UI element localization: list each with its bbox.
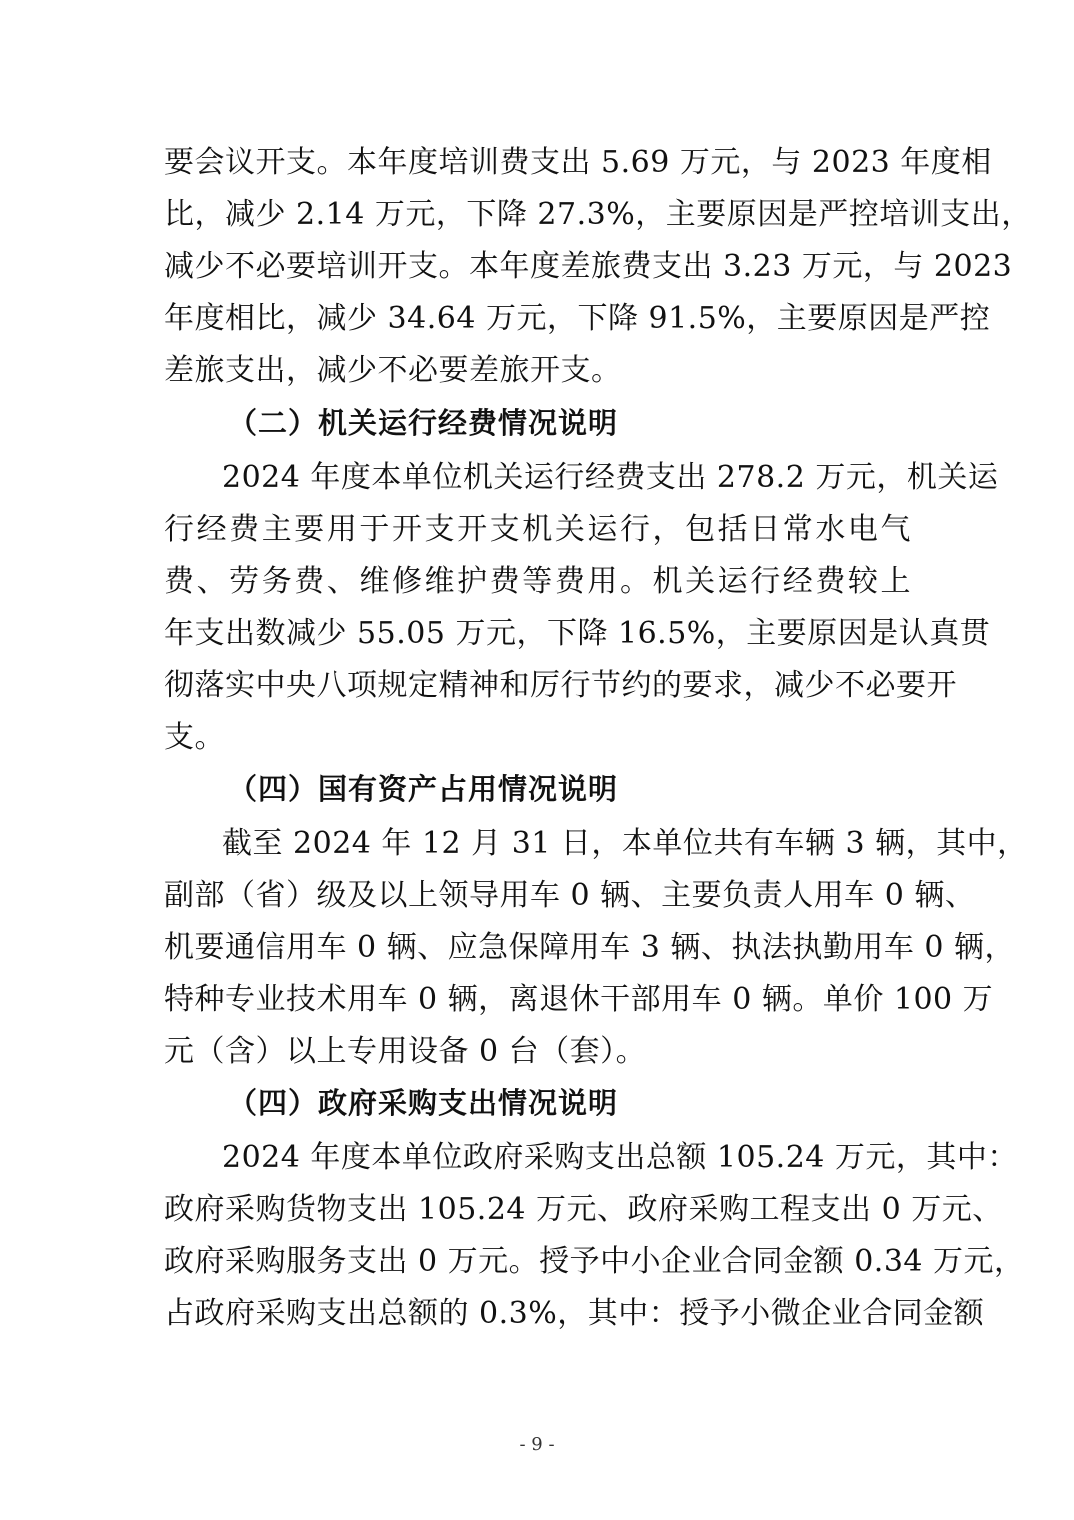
text-line: 元（含）以上专用设备 0 台（套）。: [164, 1034, 647, 1069]
text-line: 年支出数减少 55.05 万元，下降 16.5%，主要原因是认真贯: [164, 616, 991, 651]
text-line: 机要通信用车 0 辆、应急保障用车 3 辆、执法执勤用车 0 辆，: [164, 930, 1015, 965]
section-heading: （四）国有资产占用情况说明: [228, 772, 619, 806]
text-line: 要会议开支。本年度培训费支出 5.69 万元，与 2023 年度相: [164, 145, 992, 180]
text-line: 行经费主要用于开支开支机关运行，包括日常水电气: [164, 512, 911, 547]
page-number: - 9 -: [519, 1434, 555, 1455]
section-heading: （四）政府采购支出情况说明: [228, 1086, 619, 1120]
text-line: 彻落实中央八项规定精神和厉行节约的要求，减少不必要开: [164, 668, 957, 703]
text-line: 2024 年度本单位机关运行经费支出 278.2 万元，机关运: [222, 460, 999, 495]
text-line: 政府采购货物支出 105.24 万元、政府采购工程支出 0 万元、: [164, 1192, 1003, 1227]
text-line: 支。: [164, 720, 225, 755]
text-line: 政府采购服务支出 0 万元。授予中小企业合同金额 0.34 万元，: [164, 1244, 1025, 1279]
text-line: 副部（省）级及以上领导用车 0 辆、主要负责人用车 0 辆、: [164, 878, 976, 913]
text-line: 2024 年度本单位政府采购支出总额 105.24 万元，其中：: [222, 1140, 1018, 1175]
text-line: 年度相比，减少 34.64 万元，下降 91.5%，主要原因是严控: [164, 301, 991, 336]
text-line: 差旅支出，减少不必要差旅开支。: [164, 353, 622, 388]
text-line: 费、劳务费、维修维护费等费用。机关运行经费较上: [164, 564, 911, 599]
section-heading: （二）机关运行经费情况说明: [228, 406, 619, 440]
text-line: 占政府采购支出总额的 0.3%，其中：授予小微企业合同金额: [164, 1296, 985, 1331]
text-line: 减少不必要培训开支。本年度差旅费支出 3.23 万元，与 2023: [164, 249, 1013, 284]
text-line: 特种专业技术用车 0 辆，离退休干部用车 0 辆。单价 100 万: [164, 982, 994, 1017]
text-line: 比，减少 2.14 万元，下降 27.3%，主要原因是严控培训支出，: [164, 197, 1032, 232]
text-line: 截至 2024 年 12 月 31 日，本单位共有车辆 3 辆，其中，: [222, 826, 1028, 861]
